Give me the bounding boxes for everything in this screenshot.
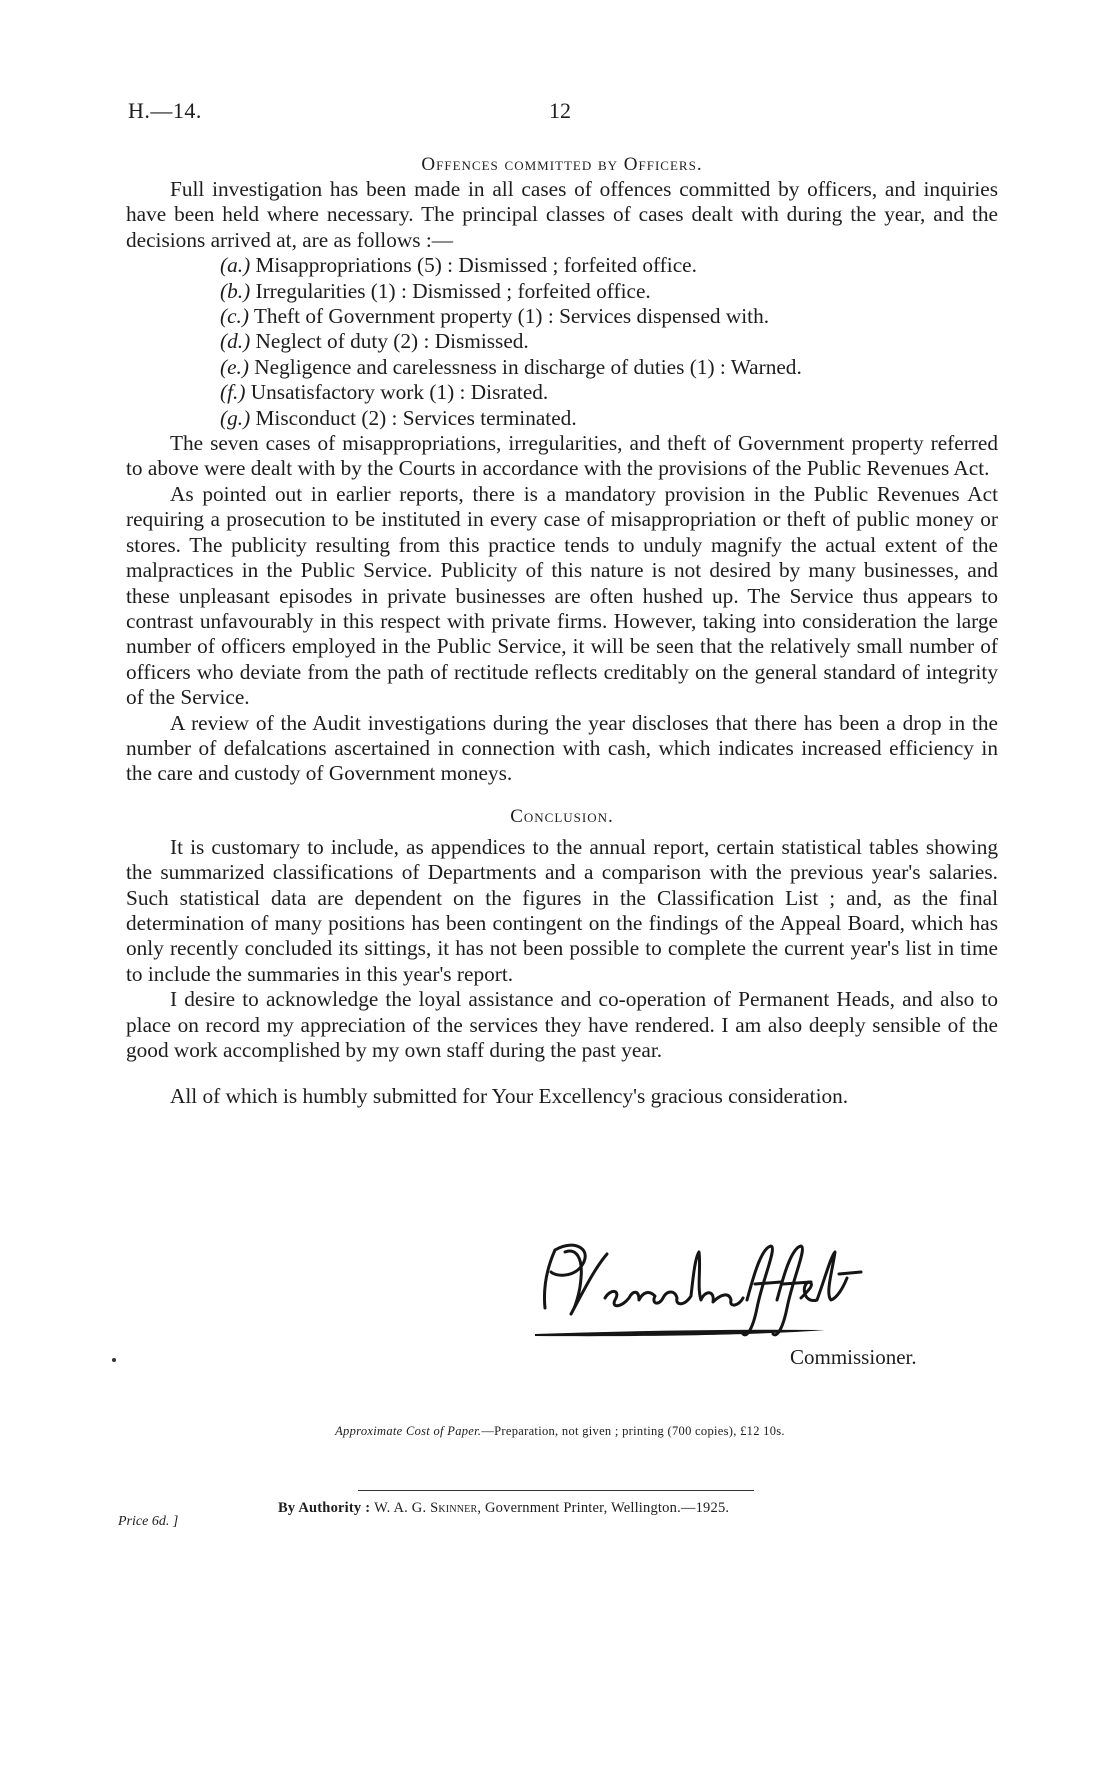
list-item-letter: (a.) [220, 253, 251, 278]
signature-image [525, 1238, 885, 1348]
offences-list [126, 253, 998, 431]
printer-detail: Government Printer, Wellington.—1925. [485, 1500, 730, 1516]
courts-paragraph: The seven cases of misappropriations, irregularities, and theft of Government property referred to above were dealt with by the Courts in accordance with the provisions of the Public Revenues Act. [126, 431, 998, 481]
document-reference: H.—14. [128, 98, 202, 123]
offences-heading: Offences committed by Officers. [421, 154, 703, 175]
list-item [126, 380, 998, 405]
list-item [126, 304, 998, 329]
list-item-text: Negligence and carelessness in discharge of duties (1) : Warned. [254, 354, 802, 379]
acknowledgement-paragraph: I desire to acknowledge the loyal assistance and co-operation of Permanent Heads, and also to place on record my appreciation of the services they have rendered. I am also deeply sensible of the good work accomplished by my own staff during the past year. [126, 987, 998, 1062]
list-item-text: Unsatisfactory work (1) : Disrated. [250, 380, 549, 405]
list-item-letter: (b.) [220, 278, 251, 303]
list-item-letter: (c.) [220, 304, 249, 329]
body-text [126, 152, 998, 1110]
list-item-letter: (f.) [220, 380, 246, 405]
authority-lead: By Authority : [278, 1500, 371, 1516]
submission-line: All of which is humbly submitted for Your Excellency's gracious consideration. [170, 1084, 849, 1109]
signatory-title: Commissioner. [790, 1345, 917, 1369]
list-item [126, 329, 998, 354]
printer-name: W. A. G. Skinner, [374, 1500, 482, 1516]
cost-label: Approximate Cost of Paper. [335, 1424, 482, 1438]
list-item [126, 279, 998, 304]
list-item [126, 406, 998, 431]
publicity-paragraph: As pointed out in earlier reports, there is a mandatory provision in the Public Revenues Act requiring a prosecution to be instituted in every case of misappropriation or theft of public money or stores. The publicity resulting from this practice tends to unduly magnify the actual extent of the malpractices in the Public Service. Publicity of this nature is not desired by many businesses, and these unpleasant episodes in private businesses are often hushed up. The Service thus appears to contrast unfavourably in this respect with private firms. However, taking into consideration the large number of officers employed in the Public Service, it will be seen that the relatively small number of officers who deviate from the path of rectitude reflects creditably on the general standard of integrity of the Service. [126, 481, 998, 710]
list-item-text: Theft of Government property (1) : Services dispensed with. [253, 304, 770, 329]
offences-intro: Full investigation has been made in all cases of offences committed by officers, and inquiries have been held where necessary. The principal classes of cases dealt with during the year, and the decisions arrived at, are as follows :— [126, 177, 998, 252]
list-item-text: Misappropriations (5) : Dismissed ; forfeited office. [255, 253, 697, 278]
list-item-letter: (d.) [220, 329, 251, 354]
list-item [126, 253, 998, 278]
list-item-letter: (g.) [220, 405, 251, 430]
list-item-letter: (e.) [220, 354, 249, 379]
footer-rule [358, 1490, 754, 1491]
page-number: 12 [549, 98, 571, 123]
stray-dot [112, 1358, 116, 1362]
authority-imprint [278, 1500, 729, 1517]
audit-paragraph: A review of the Audit investigations during the year discloses that there has been a drop in the number of defalcations ascertained in connection with cash, which indicates increased efficiency in the care and custody of Government moneys. [126, 710, 998, 786]
cost-detail: —Preparation, not given ; printing (700 copies), £12 10s. [481, 1424, 785, 1438]
statistics-paragraph: It is customary to include, as appendices to the annual report, certain statistical tables showing the summarized classifications of Departments and a comparison with the previous year's salaries. Such statistical data are dependent on the figures in the Classification List ; and, as the final determination of many positions has been contingent on the findings of the Appeal Board, which has only recently concluded its sittings, it has not been possible to complete the current year's list in time to include the summaries in this year's report. [126, 834, 998, 986]
list-item-text: Neglect of duty (2) : Dismissed. [255, 329, 529, 354]
list-item-text: Irregularities (1) : Dismissed ; forfeited office. [255, 278, 651, 303]
cost-of-paper [280, 1424, 840, 1439]
conclusion-heading: Conclusion. [510, 805, 614, 827]
list-item-text: Misconduct (2) : Services terminated. [255, 405, 577, 430]
price-label: Price 6d. ] [118, 1514, 179, 1529]
list-item [126, 355, 998, 380]
